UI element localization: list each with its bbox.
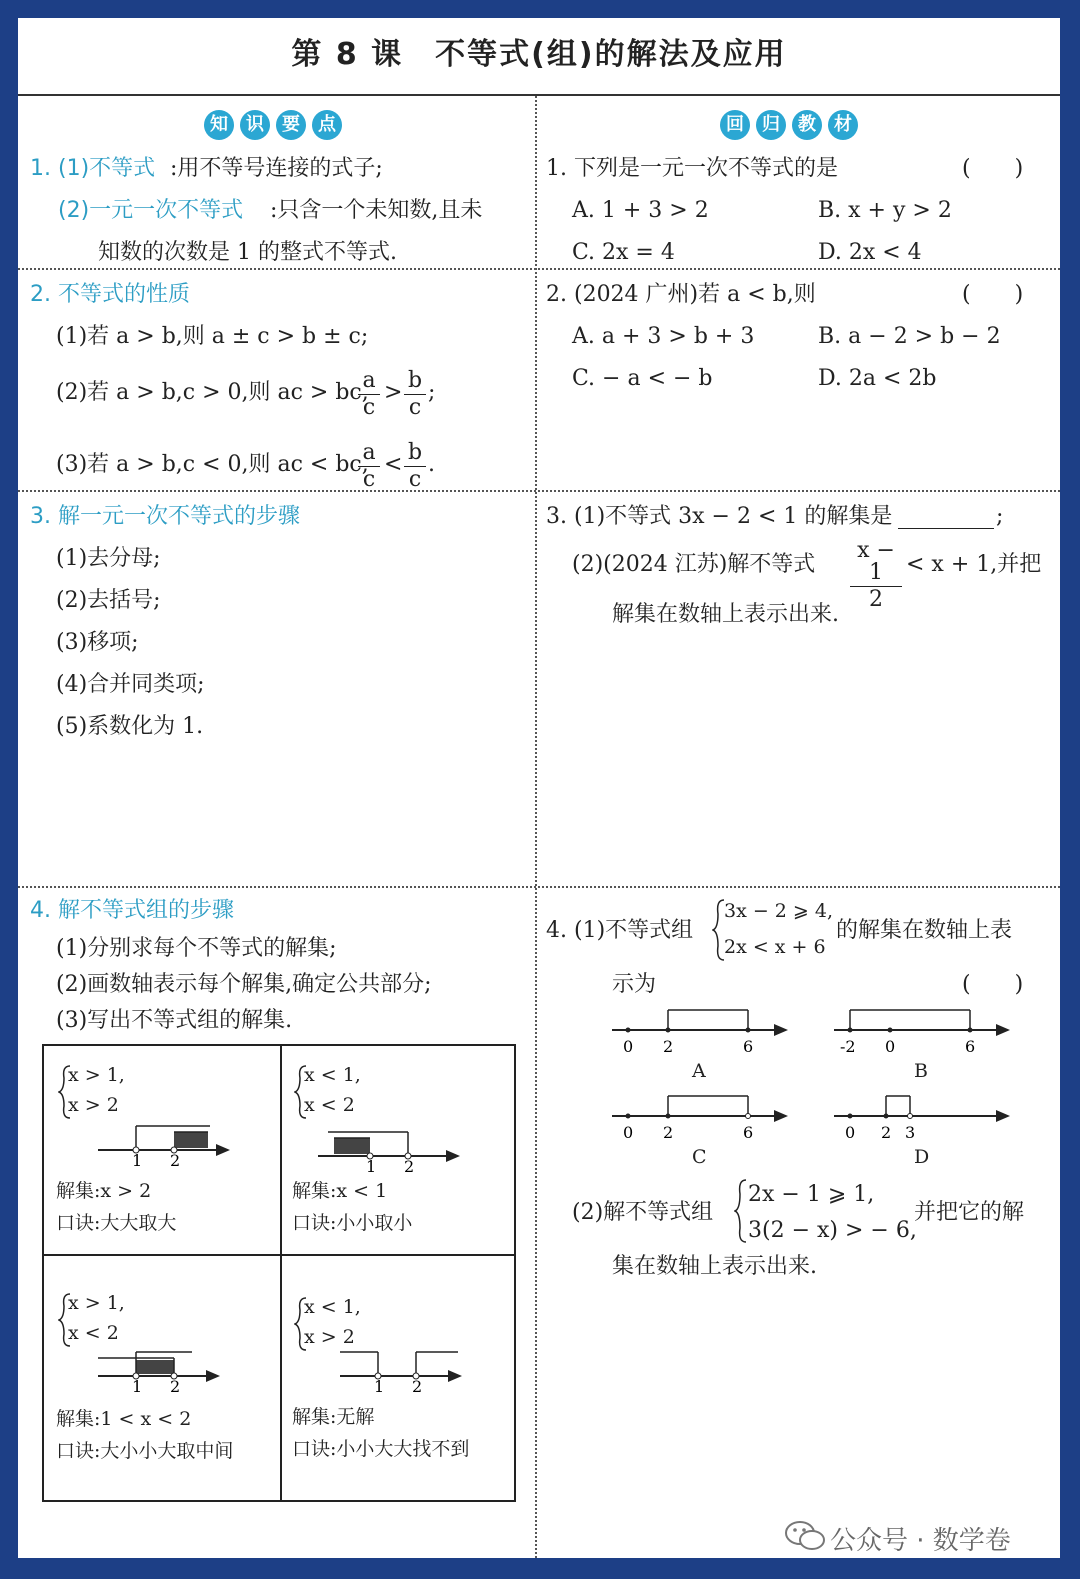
tick-label: 1 [132,1151,143,1168]
system-line: x < 1, [304,1064,361,1086]
tick-label: 6 [743,1123,754,1142]
step: (5)系数化为 1. [56,714,204,739]
period: . [428,452,435,477]
tick-label: 0 [845,1123,856,1142]
worksheet [18,18,1060,1558]
system-line: x > 2 [68,1094,119,1116]
title-divider [18,94,1060,96]
denominator: 2 [869,587,883,612]
system-line: x > 2 [304,1326,355,1348]
page-title: 第 8 课 不等式(组)的解法及应用 [291,37,787,72]
system-line: x < 2 [68,1322,119,1344]
tick-label: 2 [663,1037,674,1056]
question-4-2-cont: 并把它的解 [914,1200,1025,1225]
question-4-1-cont: 的解集在数轴上表 [836,918,1013,943]
table-divider [280,1044,282,1500]
system-line: 3x − 2 ⩾ 4, [724,900,834,922]
numerator: b [404,442,426,467]
system-line: x > 1, [68,1064,125,1086]
question-4-2: (2)解不等式组 [572,1200,714,1225]
badge-char: 归 [756,110,786,140]
answer-paren: ( ) [962,972,1024,997]
step: (4)合并同类项; [56,672,205,697]
question-3-2-cont: 解集在数轴上表示出来. [612,602,839,627]
number-line-option-a [608,1006,798,1056]
option: C. 2x = 4 [572,240,675,265]
question-3-2-cont: < x + 1,并把 [906,552,1042,577]
row-divider [18,268,1060,270]
gt-sign: > [384,380,403,405]
fraction-a-over-c [358,370,380,419]
rule-text: 口诀:大小小大取中间 [56,1440,234,1462]
denominator: c [408,467,422,492]
row-divider [18,886,1060,888]
number-line-case-4 [340,1344,490,1394]
tick-label: 3 [905,1123,916,1142]
option-letter: D [914,1146,930,1168]
system-line: 2x < x + 6 [724,936,826,958]
badge-char: 材 [828,110,858,140]
number-line-option-c [608,1092,798,1142]
numerator: a [358,442,380,467]
property-1: (1)若 a > b,则 a ± c > b ± c; [56,324,369,349]
step: (1)分别求每个不等式的解集; [56,936,337,961]
tick-label: 1 [366,1157,377,1174]
section-1-text: :用不等号连接的式子; [170,156,383,181]
rule-text: 口诀:小小大大找不到 [292,1438,470,1460]
badge-char: 识 [240,110,270,140]
fraction-b-over-c [404,442,426,491]
question-4-1: 4. (1)不等式组 [546,918,694,943]
column-divider [535,96,537,1558]
solution-text: 解集:无解 [292,1406,375,1428]
badge-char: 要 [276,110,306,140]
solution-text: 解集:x < 1 [292,1180,388,1202]
watermark-text: 公众号 · 数学卷 [830,1526,1011,1556]
question-3-2: (2)(2024 江苏)解不等式 [572,552,816,577]
system-line: x < 1, [304,1296,361,1318]
tick-label: 0 [885,1037,896,1056]
tick-label: 2 [881,1123,892,1142]
tick-label: 0 [623,1037,634,1056]
tick-label: 1 [132,1377,143,1394]
question-3-1: 3. (1)不等式 3x − 2 < 1 的解集是 [546,504,893,529]
tick-label: 2 [412,1377,423,1394]
system-line: x > 1, [68,1292,125,1314]
fraction-b-over-c [404,370,426,419]
denominator: c [362,467,376,492]
option: C. − a < − b [572,366,713,391]
option: D. 2x < 4 [818,240,922,265]
badge-char: 知 [204,110,234,140]
option-letter: B [914,1060,928,1082]
numerator: b [404,370,426,395]
solution-text: 解集:x > 2 [56,1180,152,1202]
property-3: (3)若 a > b,c < 0,则 ac < bc, [56,452,369,477]
answer-paren: ( ) [962,282,1024,307]
row-divider [18,490,1060,492]
property-2: (2)若 a > b,c > 0,则 ac > bc, [56,380,369,405]
section-2-head: 2. 不等式的性质 [30,282,190,307]
denominator: c [408,395,422,420]
rule-text: 口诀:小小取小 [292,1212,413,1234]
step: (2)去括号; [56,588,161,613]
step: (2)画数轴表示每个解集,确定公共部分; [56,972,432,997]
answer-blank [898,528,994,529]
lt-sign: < [384,452,403,477]
fraction-a-over-c [358,442,380,491]
step: (1)去分母; [56,546,161,571]
number-line-option-b [830,1006,1020,1056]
section-1-sub-head: (2)一元一次不等式 [58,198,244,223]
solution-text: 解集:1 < x < 2 [56,1408,192,1430]
option: A. 1 + 3 > 2 [572,198,709,223]
number-line-case-3 [98,1344,248,1394]
section-1-head: 1. (1)不等式 [30,156,156,181]
tick-label: 6 [965,1037,976,1056]
tick-label: 6 [743,1037,754,1056]
badge-char: 教 [792,110,822,140]
tick-label: 1 [374,1377,385,1394]
tick-label: -2 [840,1037,856,1056]
denominator: c [362,395,376,420]
question-1: 1. 下列是一元一次不等式的是 [546,156,838,181]
section-1-text: :只含一个未知数,且未 [270,198,483,223]
section-3-head: 3. 解一元一次不等式的步骤 [30,504,300,529]
question-4-2-cont: 集在数轴上表示出来. [612,1254,817,1279]
option-letter: C [692,1146,707,1168]
system-line: 2x − 1 ⩾ 1, [748,1182,875,1207]
tick-label: 2 [170,1377,181,1394]
number-line-case-1 [98,1118,248,1168]
rule-text: 口诀:大大取大 [56,1212,177,1234]
step: (3)移项; [56,630,139,655]
number-line-case-2 [318,1124,468,1174]
question-4-1-cont: 示为 [612,972,657,997]
tick-label: 0 [623,1123,634,1142]
semicolon: ; [428,380,436,405]
badge-char: 回 [720,110,750,140]
wechat-icon [784,1518,828,1552]
step: (3)写出不等式组的解集. [56,1008,293,1033]
semicolon: ; [996,504,1004,529]
section-1-text: 知数的次数是 1 的整式不等式. [98,240,397,265]
tick-label: 2 [170,1151,181,1168]
tick-label: 2 [404,1157,415,1174]
numerator: a [358,370,380,395]
fraction-x-minus-1-over-2 [850,540,902,611]
option: B. x + y > 2 [818,198,952,223]
system-line: 3(2 − x) > − 6, [748,1218,917,1243]
question-2: 2. (2024 广州)若 a < b,则 [546,282,816,307]
answer-paren: ( ) [962,156,1024,181]
option-letter: A [692,1060,706,1082]
brace-icon [734,1178,748,1244]
table-divider [42,1254,514,1256]
option: D. 2a < 2b [818,366,937,391]
option: B. a − 2 > b − 2 [818,324,1001,349]
section-4-head: 4. 解不等式组的步骤 [30,898,234,923]
badge-char: 点 [312,110,342,140]
tick-label: 2 [663,1123,674,1142]
numerator: x − 1 [850,540,902,587]
number-line-option-d [830,1092,1020,1142]
option: A. a + 3 > b + 3 [572,324,755,349]
system-line: x < 2 [304,1094,355,1116]
